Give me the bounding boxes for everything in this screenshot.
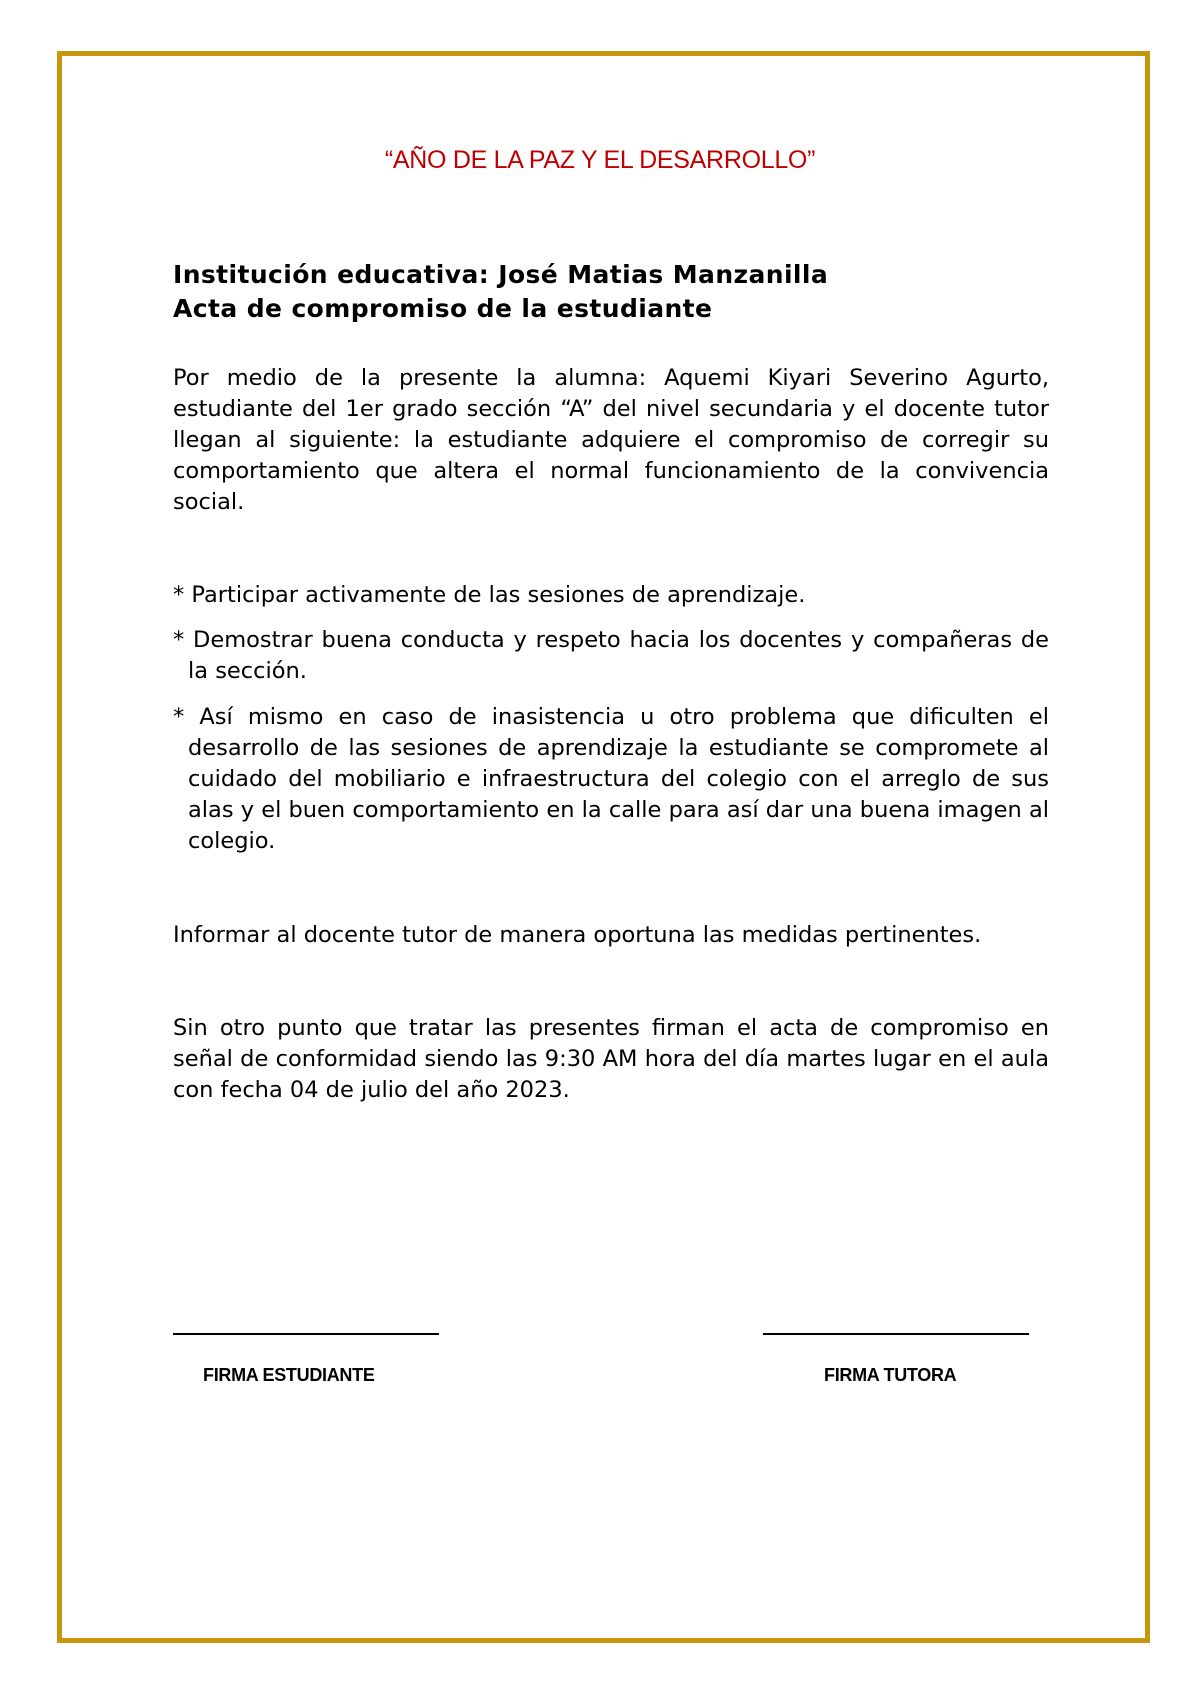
student-signature-label: FIRMA ESTUDIANTE — [203, 1365, 375, 1385]
commitment-item: * Así mismo en caso de inasistencia u otro problema que dificulten el desarrollo de las sesiones de aprendizaje la estudiante se compromete al cuidado del mobiliario e infraestructura del colegio con el arreglo de sus alas y el buen comportamiento en la calle para así dar una buena imagen al colegio. — [173, 704, 1049, 854]
closing-paragraph: Sin otro punto que tratar las presentes firman el acta de compromiso en señal de conformidad siendo las 9:30 AM hora del día martes lugar en el aula con fecha 04 de julio del año 2023. — [173, 1015, 1049, 1103]
commitment-item: * Demostrar buena conducta y respeto hacia los docentes y compañeras de la sección. — [173, 627, 1049, 684]
inform-paragraph: Informar al docente tutor de manera oportuna las medidas pertinentes. — [173, 922, 982, 948]
student-signature-line — [173, 1333, 439, 1335]
tutor-signature-line — [763, 1333, 1029, 1335]
year-heading: “AÑO DE LA PAZ Y EL DESARROLLO” — [384, 146, 816, 174]
document-title-block — [173, 258, 828, 326]
institution-line: Institución educativa: José Matias Manzanilla — [173, 260, 829, 289]
tutor-signature-label: FIRMA TUTORA — [824, 1365, 957, 1385]
intro-paragraph: Por medio de la presente la alumna: Aquemi Kiyari Severino Agurto, estudiante del 1er grado sección “A” del nivel secundaria y el docente tutor llegan al siguiente: la estudiante adquiere el compromiso de corregir su comportamiento que altera el normal funcionamiento de la convivencia social. — [173, 365, 1049, 515]
document-subtitle: Acta de compromiso de la estudiante — [173, 294, 713, 323]
commitment-item: * Participar activamente de las sesiones de aprendizaje. — [173, 582, 806, 608]
